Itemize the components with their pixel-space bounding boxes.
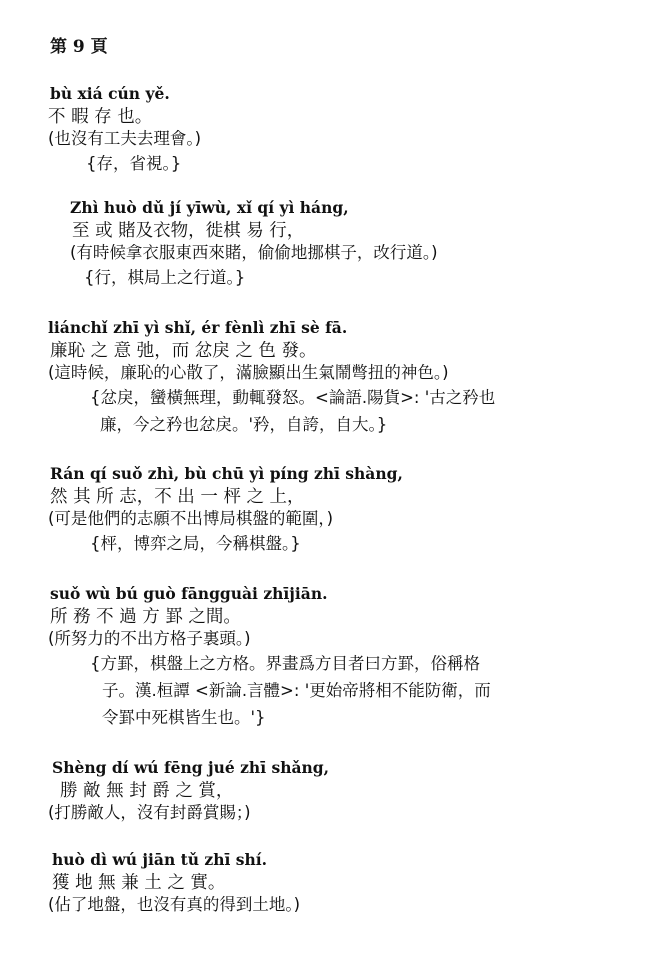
pinyin-line: Rán qí suǒ zhì, bù chū yì píng zhī shàng, <box>50 464 403 483</box>
verse-block <box>0 758 656 824</box>
translation-line: (所努力的不出方格子裏頭。) <box>48 629 251 648</box>
annotation <box>0 264 656 291</box>
chinese-line: 所 務 不 過 方 罫 之間。 <box>50 607 241 627</box>
annotation <box>0 650 656 731</box>
chinese-line: 廉恥 之 意 弛，而 忿戾 之 色 發。 <box>50 341 317 361</box>
annotation <box>0 530 656 557</box>
annotation-line: 子。漢.桓譚 <新論.言體>: '更始帝將相不能防衛，而 <box>102 681 491 700</box>
page-number: 第 9 頁 <box>50 37 108 57</box>
annotation-line: 廉，今之矜也忿戾。'矜，自誇，自大。} <box>100 415 388 434</box>
translation-line: (有時候拿衣服東西來賭，偷偷地挪棋子，改行道。) <box>70 243 438 262</box>
pinyin-line: huò dì wú jiān tǔ zhī shí. <box>52 850 268 869</box>
verse-block <box>0 198 656 291</box>
annotation-line: {枰，博弈之局，今稱棋盤。} <box>90 534 301 553</box>
verse-block <box>0 464 656 557</box>
translation-line: (這時候，廉恥的心散了，滿臉顯出生氣鬧彆扭的神色。) <box>48 363 449 382</box>
translation-line: (也沒有工夫去理會。) <box>48 129 202 148</box>
verse-block <box>0 584 656 731</box>
pinyin-line: Zhì huò dǔ jí yīwù, xǐ qí yì háng, <box>70 198 349 217</box>
annotation-line: {忿戾，蠻橫無理，動輒發怒。<論語.陽貨>: '古之矜也 <box>90 388 496 407</box>
verse-block <box>0 850 656 916</box>
pinyin-line: suǒ wù bú guò fāngguài zhījiān. <box>50 584 328 603</box>
annotation <box>0 150 656 177</box>
translation-line: (可是他們的志願不出博局棋盤的範圍，) <box>48 509 334 528</box>
pinyin-line: liánchǐ zhī yì shǐ, ér fènlì zhī sè fā. <box>48 318 348 337</box>
verse-block <box>0 84 656 177</box>
chinese-line: 獲 地 無 兼 土 之 實。 <box>52 873 226 893</box>
chinese-line: 勝 敵 無 封 爵 之 賞， <box>60 781 234 801</box>
chinese-line: 不 暇 存 也。 <box>48 107 153 127</box>
chinese-line: 至 或 賭及衣物，徙棋 易 行， <box>72 221 305 241</box>
translation-line: (佔了地盤，也沒有真的得到土地。) <box>48 895 301 914</box>
pinyin-line: bù xiá cún yě. <box>50 84 170 103</box>
chinese-line: 然 其 所 志，不 出 一 枰 之 上， <box>50 487 305 507</box>
annotation-line: {行，棋局上之行道。} <box>84 268 246 287</box>
annotation <box>0 384 656 438</box>
pinyin-line: Shèng dí wú fēng jué zhī shǎng, <box>52 758 330 777</box>
annotation-line: {存，省視。} <box>86 154 182 173</box>
verse-block <box>0 318 656 438</box>
translation-line: (打勝敵人，沒有封爵賞賜；) <box>48 803 251 822</box>
annotation-line: {方罫，棋盤上之方格。界畫爲方目者曰方罫，俗稱格 <box>90 654 480 673</box>
annotation-line: 令罫中死棋皆生也。'} <box>102 708 266 727</box>
